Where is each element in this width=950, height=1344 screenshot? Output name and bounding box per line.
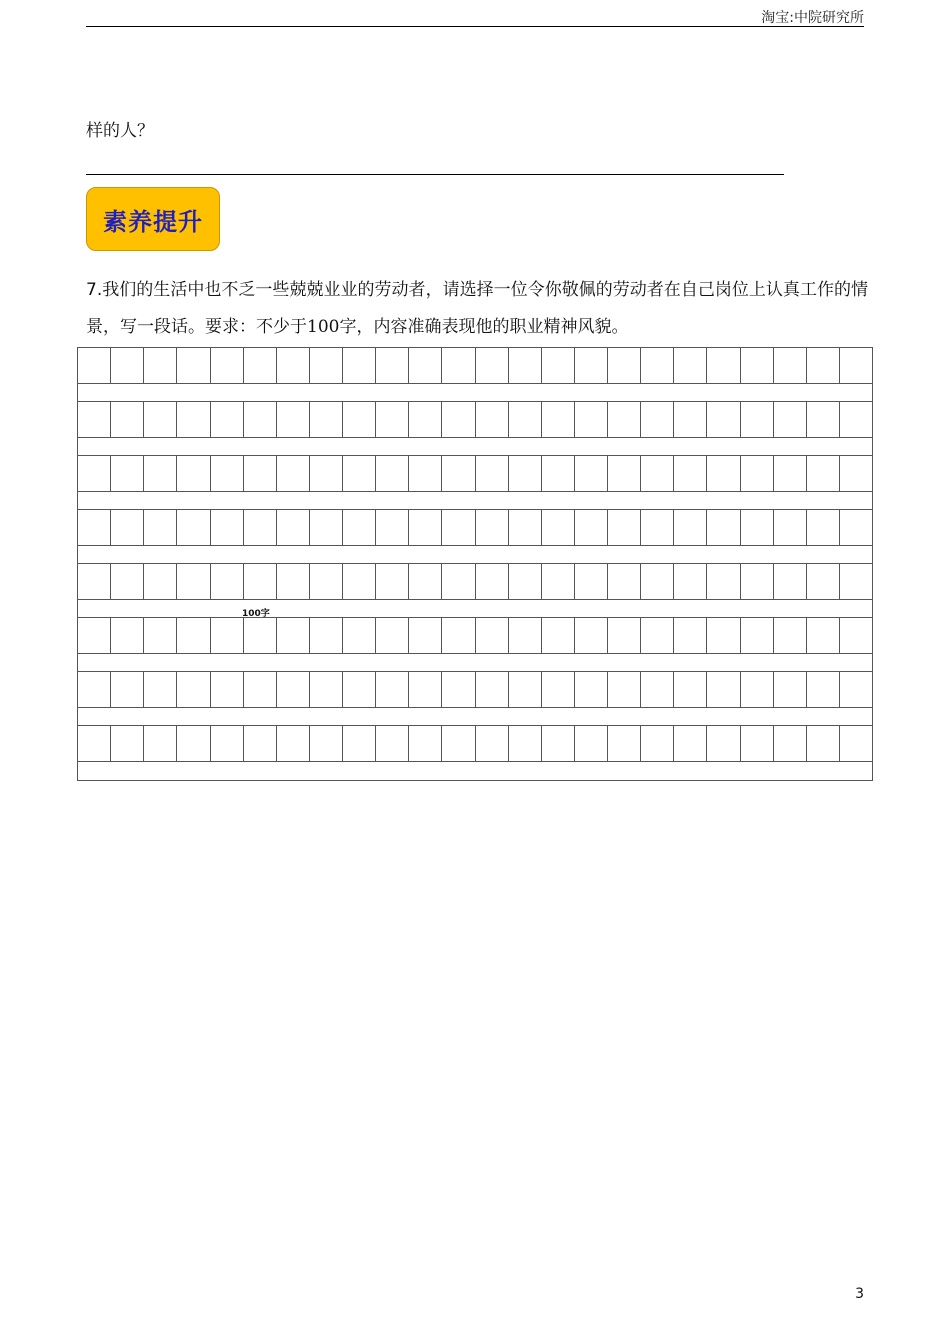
grid-cell[interactable] bbox=[244, 510, 277, 545]
grid-cell[interactable] bbox=[277, 726, 310, 761]
grid-cell[interactable] bbox=[741, 564, 774, 599]
grid-cell[interactable] bbox=[542, 402, 575, 437]
grid-cell[interactable] bbox=[807, 726, 840, 761]
grid-cell[interactable] bbox=[641, 672, 674, 707]
grid-cell[interactable] bbox=[674, 510, 707, 545]
grid-cell[interactable] bbox=[144, 564, 177, 599]
grid-cell[interactable] bbox=[409, 618, 442, 653]
grid-cell[interactable] bbox=[707, 618, 740, 653]
grid-spacer-row bbox=[78, 438, 872, 456]
grid-cell[interactable] bbox=[442, 456, 475, 491]
grid-cell[interactable] bbox=[244, 456, 277, 491]
grid-spacer-row bbox=[78, 384, 872, 402]
grid-cell[interactable] bbox=[840, 618, 872, 653]
grid-cell[interactable] bbox=[840, 510, 872, 545]
grid-cell[interactable] bbox=[144, 456, 177, 491]
grid-cell[interactable] bbox=[608, 618, 641, 653]
grid-cell[interactable] bbox=[774, 672, 807, 707]
grid-cell[interactable] bbox=[807, 402, 840, 437]
grid-cell[interactable] bbox=[78, 618, 111, 653]
answer-line[interactable] bbox=[86, 174, 784, 175]
grid-cell[interactable] bbox=[840, 726, 872, 761]
grid-cell[interactable] bbox=[542, 348, 575, 383]
grid-cell[interactable] bbox=[707, 510, 740, 545]
grid-cell[interactable] bbox=[608, 510, 641, 545]
grid-cell[interactable] bbox=[641, 456, 674, 491]
grid-cell[interactable] bbox=[542, 618, 575, 653]
grid-cell[interactable] bbox=[177, 672, 210, 707]
grid-cell[interactable] bbox=[542, 510, 575, 545]
grid-cell[interactable] bbox=[376, 618, 409, 653]
grid-cell[interactable] bbox=[674, 672, 707, 707]
grid-cell[interactable] bbox=[741, 726, 774, 761]
grid-cell[interactable] bbox=[840, 348, 872, 383]
grid-cell[interactable] bbox=[509, 672, 542, 707]
grid-cell[interactable] bbox=[211, 510, 244, 545]
grid-cell[interactable] bbox=[442, 402, 475, 437]
grid-cell[interactable] bbox=[807, 348, 840, 383]
grid-cell[interactable] bbox=[707, 672, 740, 707]
grid-cell[interactable] bbox=[575, 564, 608, 599]
grid-cell[interactable] bbox=[144, 402, 177, 437]
grid-spacer-row bbox=[78, 708, 872, 726]
grid-cell[interactable] bbox=[211, 564, 244, 599]
grid-cell[interactable] bbox=[343, 456, 376, 491]
grid-cell[interactable] bbox=[78, 402, 111, 437]
grid-cell[interactable] bbox=[144, 726, 177, 761]
grid-cell[interactable] bbox=[774, 564, 807, 599]
grid-cell[interactable] bbox=[144, 672, 177, 707]
grid-row bbox=[78, 348, 872, 384]
grid-cell[interactable] bbox=[741, 456, 774, 491]
grid-cell[interactable] bbox=[840, 564, 872, 599]
grid-cell[interactable] bbox=[409, 348, 442, 383]
grid-cell[interactable] bbox=[840, 456, 872, 491]
grid-cell[interactable] bbox=[608, 456, 641, 491]
grid-cell[interactable] bbox=[343, 510, 376, 545]
grid-cell[interactable] bbox=[774, 348, 807, 383]
grid-cell[interactable] bbox=[310, 726, 343, 761]
grid-cell[interactable] bbox=[277, 456, 310, 491]
grid-cell[interactable] bbox=[608, 564, 641, 599]
grid-cell[interactable] bbox=[277, 564, 310, 599]
grid-cell[interactable] bbox=[674, 618, 707, 653]
grid-cell[interactable] bbox=[244, 672, 277, 707]
grid-cell[interactable] bbox=[476, 618, 509, 653]
grid-cell[interactable] bbox=[707, 564, 740, 599]
grid-cell[interactable] bbox=[78, 510, 111, 545]
grid-cell[interactable] bbox=[144, 348, 177, 383]
grid-cell[interactable] bbox=[774, 618, 807, 653]
grid-row bbox=[78, 510, 872, 546]
grid-row bbox=[78, 402, 872, 438]
grid-cell[interactable] bbox=[343, 618, 376, 653]
grid-cell[interactable] bbox=[741, 402, 774, 437]
grid-cell[interactable] bbox=[409, 456, 442, 491]
grid-cell[interactable] bbox=[442, 726, 475, 761]
grid-cell[interactable] bbox=[741, 348, 774, 383]
question-text: 我们的生活中也不乏一些兢兢业业的劳动者，请选择一位令你敬佩的劳动者在自己岗位上认真工作的情景，写一段话。要求：不少于100字，内容准确表现他的职业精神风貌。 bbox=[86, 280, 868, 337]
grid-cell[interactable] bbox=[277, 402, 310, 437]
grid-cell[interactable] bbox=[78, 726, 111, 761]
grid-cell[interactable] bbox=[509, 402, 542, 437]
grid-cell[interactable] bbox=[476, 348, 509, 383]
grid-cell[interactable] bbox=[111, 672, 144, 707]
grid-cell[interactable] bbox=[774, 456, 807, 491]
grid-cell[interactable] bbox=[343, 348, 376, 383]
grid-row bbox=[78, 726, 872, 762]
grid-cell[interactable] bbox=[774, 726, 807, 761]
grid-cell[interactable] bbox=[343, 726, 376, 761]
grid-cell[interactable] bbox=[608, 348, 641, 383]
grid-cell[interactable] bbox=[840, 402, 872, 437]
grid-cell[interactable] bbox=[244, 618, 277, 653]
grid-cell[interactable] bbox=[807, 672, 840, 707]
grid-cell[interactable] bbox=[774, 402, 807, 437]
grid-cell[interactable] bbox=[211, 348, 244, 383]
writing-grid[interactable] bbox=[77, 347, 873, 781]
grid-spacer-row bbox=[78, 546, 872, 564]
grid-cell[interactable] bbox=[376, 726, 409, 761]
grid-cell[interactable] bbox=[244, 564, 277, 599]
grid-cell[interactable] bbox=[674, 402, 707, 437]
grid-cell[interactable] bbox=[409, 402, 442, 437]
grid-cell[interactable] bbox=[343, 672, 376, 707]
grid-cell[interactable] bbox=[409, 564, 442, 599]
grid-cell[interactable] bbox=[741, 618, 774, 653]
grid-cell[interactable] bbox=[310, 402, 343, 437]
grid-cell[interactable] bbox=[310, 456, 343, 491]
grid-cell[interactable] bbox=[509, 348, 542, 383]
grid-cell[interactable] bbox=[78, 456, 111, 491]
grid-cell[interactable] bbox=[442, 348, 475, 383]
grid-cell[interactable] bbox=[674, 456, 707, 491]
grid-cell[interactable] bbox=[211, 726, 244, 761]
grid-cell[interactable] bbox=[509, 456, 542, 491]
grid-cell[interactable] bbox=[111, 456, 144, 491]
grid-cell[interactable] bbox=[608, 672, 641, 707]
grid-spacer-row bbox=[78, 600, 872, 618]
grid-cell[interactable] bbox=[211, 456, 244, 491]
grid-cell[interactable] bbox=[277, 672, 310, 707]
grid-cell[interactable] bbox=[177, 402, 210, 437]
grid-cell[interactable] bbox=[177, 510, 210, 545]
question-7 bbox=[86, 272, 868, 346]
grid-cell[interactable] bbox=[575, 726, 608, 761]
grid-cell[interactable] bbox=[641, 618, 674, 653]
grid-cell[interactable] bbox=[674, 564, 707, 599]
grid-cell[interactable] bbox=[277, 348, 310, 383]
grid-cell[interactable] bbox=[575, 510, 608, 545]
grid-cell[interactable] bbox=[409, 726, 442, 761]
grid-cell[interactable] bbox=[177, 618, 210, 653]
grid-cell[interactable] bbox=[211, 618, 244, 653]
grid-cell[interactable] bbox=[343, 402, 376, 437]
grid-cell[interactable] bbox=[674, 348, 707, 383]
grid-cell[interactable] bbox=[376, 348, 409, 383]
grid-cell[interactable] bbox=[177, 726, 210, 761]
grid-cell[interactable] bbox=[707, 348, 740, 383]
grid-cell[interactable] bbox=[807, 564, 840, 599]
grid-cell[interactable] bbox=[442, 618, 475, 653]
grid-row bbox=[78, 564, 872, 600]
grid-cell[interactable] bbox=[376, 456, 409, 491]
grid-cell[interactable] bbox=[774, 510, 807, 545]
grid-cell[interactable] bbox=[409, 672, 442, 707]
previous-question-tail: 样的人？ bbox=[86, 121, 154, 141]
grid-cell[interactable] bbox=[376, 510, 409, 545]
grid-cell[interactable] bbox=[542, 726, 575, 761]
grid-cell[interactable] bbox=[376, 564, 409, 599]
grid-cell[interactable] bbox=[476, 672, 509, 707]
grid-cell[interactable] bbox=[542, 672, 575, 707]
grid-cell[interactable] bbox=[211, 402, 244, 437]
grid-cell[interactable] bbox=[807, 510, 840, 545]
grid-cell[interactable] bbox=[144, 618, 177, 653]
grid-cell[interactable] bbox=[476, 510, 509, 545]
grid-cell[interactable] bbox=[641, 510, 674, 545]
grid-cell[interactable] bbox=[442, 510, 475, 545]
grid-cell[interactable] bbox=[476, 564, 509, 599]
word-count-marker: 100字 bbox=[242, 609, 270, 619]
grid-cell[interactable] bbox=[177, 456, 210, 491]
grid-cell[interactable] bbox=[641, 564, 674, 599]
grid-cell[interactable] bbox=[707, 456, 740, 491]
grid-cell[interactable] bbox=[111, 618, 144, 653]
grid-cell[interactable] bbox=[707, 402, 740, 437]
grid-cell[interactable] bbox=[78, 348, 111, 383]
grid-cell[interactable] bbox=[641, 348, 674, 383]
page-number: 3 bbox=[855, 1286, 864, 1302]
grid-cell[interactable] bbox=[840, 672, 872, 707]
grid-cell[interactable] bbox=[310, 564, 343, 599]
grid-cell[interactable] bbox=[409, 510, 442, 545]
grid-cell[interactable] bbox=[177, 348, 210, 383]
grid-cell[interactable] bbox=[608, 402, 641, 437]
grid-cell[interactable] bbox=[310, 510, 343, 545]
grid-cell[interactable] bbox=[509, 510, 542, 545]
grid-cell[interactable] bbox=[111, 348, 144, 383]
grid-cell[interactable] bbox=[575, 348, 608, 383]
grid-cell[interactable] bbox=[310, 672, 343, 707]
grid-spacer-row bbox=[78, 654, 872, 672]
grid-cell[interactable] bbox=[343, 564, 376, 599]
header-source: 淘宝:中院研究所 bbox=[761, 10, 864, 26]
grid-cell[interactable] bbox=[509, 726, 542, 761]
grid-cell[interactable] bbox=[111, 726, 144, 761]
grid-cell[interactable] bbox=[509, 618, 542, 653]
grid-cell[interactable] bbox=[575, 618, 608, 653]
grid-cell[interactable] bbox=[608, 726, 641, 761]
grid-cell[interactable] bbox=[641, 726, 674, 761]
grid-cell[interactable] bbox=[542, 564, 575, 599]
grid-cell[interactable] bbox=[144, 510, 177, 545]
grid-spacer-row bbox=[78, 492, 872, 510]
grid-cell[interactable] bbox=[244, 402, 277, 437]
header-rule bbox=[86, 26, 864, 27]
grid-cell[interactable] bbox=[575, 456, 608, 491]
grid-cell[interactable] bbox=[111, 564, 144, 599]
grid-cell[interactable] bbox=[641, 402, 674, 437]
grid-cell[interactable] bbox=[244, 726, 277, 761]
grid-cell[interactable] bbox=[244, 348, 277, 383]
grid-cell[interactable] bbox=[674, 726, 707, 761]
grid-cell[interactable] bbox=[476, 726, 509, 761]
grid-cell[interactable] bbox=[741, 510, 774, 545]
grid-row bbox=[78, 618, 872, 654]
grid-cell[interactable] bbox=[111, 402, 144, 437]
grid-cell[interactable] bbox=[277, 618, 310, 653]
section-badge-label: 素养提升 bbox=[103, 206, 203, 236]
grid-cell[interactable] bbox=[807, 618, 840, 653]
grid-cell[interactable] bbox=[442, 672, 475, 707]
grid-cell[interactable] bbox=[277, 510, 310, 545]
grid-cell[interactable] bbox=[542, 456, 575, 491]
grid-cell[interactable] bbox=[741, 672, 774, 707]
grid-cell[interactable] bbox=[442, 564, 475, 599]
grid-cell[interactable] bbox=[310, 618, 343, 653]
grid-spacer-row bbox=[78, 762, 872, 780]
grid-cell[interactable] bbox=[310, 348, 343, 383]
grid-cell[interactable] bbox=[111, 510, 144, 545]
grid-cell[interactable] bbox=[78, 672, 111, 707]
grid-cell[interactable] bbox=[707, 726, 740, 761]
question-number: 7. bbox=[86, 280, 103, 300]
section-badge bbox=[86, 187, 220, 251]
grid-cell[interactable] bbox=[376, 402, 409, 437]
grid-cell[interactable] bbox=[476, 456, 509, 491]
grid-cell[interactable] bbox=[476, 402, 509, 437]
grid-row bbox=[78, 672, 872, 708]
grid-cell[interactable] bbox=[376, 672, 409, 707]
grid-cell[interactable] bbox=[177, 564, 210, 599]
grid-cell[interactable] bbox=[807, 456, 840, 491]
grid-cell[interactable] bbox=[575, 402, 608, 437]
grid-cell[interactable] bbox=[211, 672, 244, 707]
grid-cell[interactable] bbox=[575, 672, 608, 707]
grid-cell[interactable] bbox=[78, 564, 111, 599]
grid-row bbox=[78, 456, 872, 492]
grid-cell[interactable] bbox=[509, 564, 542, 599]
